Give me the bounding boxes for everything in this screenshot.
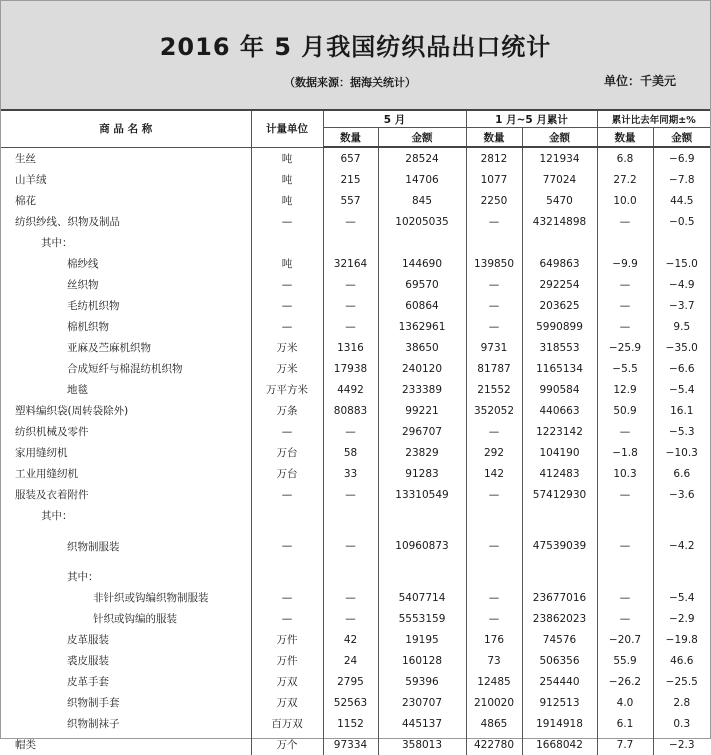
cell-may-amount: 5553159 (378, 608, 466, 629)
cell-unit: 万条 (251, 400, 323, 421)
cell-yoy-qty: — (597, 211, 653, 232)
cell-cum-qty: — (466, 484, 522, 505)
export-table (1, 111, 710, 755)
cell-cum-qty: 210020 (466, 692, 522, 713)
cell-may-amount: 1362961 (378, 316, 466, 337)
cell-cum-qty: 1077 (466, 169, 522, 190)
cell-name: 皮革服装 (67, 634, 109, 646)
cell-cum-qty: — (466, 526, 522, 566)
cell-yoy-amount: −5.4 (653, 379, 710, 400)
cell-unit: 吨 (251, 190, 323, 211)
cell-yoy-amount: 2.8 (653, 692, 710, 713)
cell-yoy-qty (597, 566, 653, 587)
cell-unit: 万台 (251, 463, 323, 484)
cell-may-qty: — (323, 211, 378, 232)
cell-yoy-qty (597, 232, 653, 253)
cell-may-amount: 160128 (378, 650, 466, 671)
cell-cum-amount (522, 566, 597, 587)
cell-name: 皮革手套 (67, 676, 109, 688)
table-row (1, 713, 710, 734)
cell-cum-qty: 81787 (466, 358, 522, 379)
cell-cum-amount: 77024 (522, 169, 597, 190)
cell-may-qty (323, 566, 378, 587)
cell-yoy-amount: 9.5 (653, 316, 710, 337)
table-row (1, 734, 710, 755)
cell-may-qty: — (323, 295, 378, 316)
table-row (1, 526, 710, 566)
cell-cum-amount: 5990899 (522, 316, 597, 337)
cell-unit: — (251, 608, 323, 629)
cell-may-amount: 358013 (378, 734, 466, 755)
cell-cum-amount: 121934 (522, 147, 597, 169)
cell-may-amount: 845 (378, 190, 466, 211)
cell-may-amount: 10960873 (378, 526, 466, 566)
cell-yoy-qty: −25.9 (597, 337, 653, 358)
cell-yoy-qty: −20.7 (597, 629, 653, 650)
col-header-yoy: 累计比去年同期±% (597, 111, 710, 128)
cell-name: 亚麻及苎麻机织物 (67, 342, 151, 354)
cell-yoy-amount: 46.6 (653, 650, 710, 671)
table-row (1, 211, 710, 232)
cell-yoy-qty: — (597, 295, 653, 316)
cell-may-qty: 17938 (323, 358, 378, 379)
col-header-cum-qty: 数量 (466, 128, 522, 148)
cell-cum-qty: 352052 (466, 400, 522, 421)
cell-cum-qty: — (466, 587, 522, 608)
cell-cum-amount: 412483 (522, 463, 597, 484)
cell-cum-amount: 506356 (522, 650, 597, 671)
cell-yoy-amount: −0.5 (653, 211, 710, 232)
table-row (1, 295, 710, 316)
cell-yoy-amount: −4.9 (653, 274, 710, 295)
table-row (1, 421, 710, 442)
cell-yoy-amount: −2.3 (653, 734, 710, 755)
cell-yoy-amount: −19.8 (653, 629, 710, 650)
cell-cum-qty: 142 (466, 463, 522, 484)
cell-name: 地毯 (67, 384, 88, 396)
cell-may-qty: — (323, 526, 378, 566)
cell-may-qty: 657 (323, 147, 378, 169)
table-row (1, 442, 710, 463)
header-band (1, 1, 710, 111)
cell-may-qty: 4492 (323, 379, 378, 400)
cell-yoy-amount: −3.7 (653, 295, 710, 316)
cell-may-qty: 24 (323, 650, 378, 671)
col-header-yoy-qty: 数量 (597, 128, 653, 148)
cell-name: 毛纺机织物 (67, 300, 120, 312)
cell-name: 生丝 (15, 152, 36, 165)
table-row (1, 379, 710, 400)
cell-may-amount: 230707 (378, 692, 466, 713)
cell-cum-amount: 1165134 (522, 358, 597, 379)
col-header-cum-amount: 金额 (522, 128, 597, 148)
cell-may-amount: 5407714 (378, 587, 466, 608)
cell-name: 织物制服装 (67, 540, 120, 553)
cell-yoy-qty: 10.0 (597, 190, 653, 211)
cell-unit: 万米 (251, 337, 323, 358)
cell-cum-qty: 73 (466, 650, 522, 671)
cell-name: 工业用缝纫机 (15, 468, 78, 480)
cell-may-amount: 69570 (378, 274, 466, 295)
cell-unit: — (251, 211, 323, 232)
cell-yoy-amount (653, 505, 710, 526)
cell-cum-amount: 440663 (522, 400, 597, 421)
cell-name: 裘皮服装 (67, 655, 109, 667)
cell-yoy-amount: −7.8 (653, 169, 710, 190)
cell-name: 其中： (67, 571, 99, 583)
cell-cum-qty: 422780 (466, 734, 522, 755)
cell-unit: 万双 (251, 671, 323, 692)
cell-cum-amount: 318553 (522, 337, 597, 358)
cell-name: 丝织物 (67, 279, 99, 291)
cell-may-amount: 59396 (378, 671, 466, 692)
cell-yoy-amount: 6.6 (653, 463, 710, 484)
cell-yoy-amount (653, 232, 710, 253)
cell-name: 棉机织物 (67, 321, 109, 333)
cell-name: 帽类 (15, 739, 36, 751)
cell-cum-amount: 254440 (522, 671, 597, 692)
page-title: 2016 年 5 月我国纺织品出口统计 (159, 33, 552, 61)
table-row (1, 190, 710, 211)
cell-cum-qty: — (466, 274, 522, 295)
cell-yoy-qty: 10.3 (597, 463, 653, 484)
cell-yoy-qty: −26.2 (597, 671, 653, 692)
cell-may-amount: 14706 (378, 169, 466, 190)
cell-yoy-qty: −1.8 (597, 442, 653, 463)
table-row (1, 566, 710, 587)
cell-unit (251, 566, 323, 587)
cell-unit: 吨 (251, 169, 323, 190)
table-row (1, 692, 710, 713)
cell-name: 纺织机械及零件 (15, 426, 89, 438)
cell-cum-amount: 1223142 (522, 421, 597, 442)
cell-name: 针织或钩编的服装 (93, 613, 177, 625)
cell-yoy-amount: −25.5 (653, 671, 710, 692)
cell-may-amount: 233389 (378, 379, 466, 400)
cell-yoy-qty: 27.2 (597, 169, 653, 190)
col-header-unit: 计量单位 (251, 111, 323, 147)
cell-yoy-amount: −10.3 (653, 442, 710, 463)
cell-may-qty: 1316 (323, 337, 378, 358)
col-header-jan-may: 1 月~5 月累计 (466, 111, 597, 128)
col-header-yoy-amount: 金额 (653, 128, 710, 148)
cell-may-amount: 23829 (378, 442, 466, 463)
cell-cum-amount: 23862023 (522, 608, 597, 629)
cell-unit: 吨 (251, 147, 323, 169)
table-row (1, 169, 710, 190)
cell-cum-qty: 2250 (466, 190, 522, 211)
cell-cum-qty: — (466, 295, 522, 316)
cell-cum-qty: 21552 (466, 379, 522, 400)
cell-cum-amount: 912513 (522, 692, 597, 713)
cell-cum-qty: — (466, 316, 522, 337)
cell-cum-amount: 1668042 (522, 734, 597, 755)
cell-cum-qty: — (466, 211, 522, 232)
cell-name: 织物制袜子 (67, 718, 120, 730)
table-row (1, 253, 710, 274)
cell-yoy-qty: 12.9 (597, 379, 653, 400)
cell-cum-amount: 203625 (522, 295, 597, 316)
cell-yoy-qty: — (597, 526, 653, 566)
cell-yoy-qty: — (597, 316, 653, 337)
cell-yoy-amount: −15.0 (653, 253, 710, 274)
cell-yoy-qty: 50.9 (597, 400, 653, 421)
cell-cum-qty: 12485 (466, 671, 522, 692)
cell-cum-qty (466, 232, 522, 253)
cell-may-amount: 28524 (378, 147, 466, 169)
unit-note: 单位：千美元 (603, 74, 676, 88)
cell-cum-amount: 57412930 (522, 484, 597, 505)
cell-name: 塑料编织袋(周转袋除外) (15, 405, 129, 417)
cell-may-amount (378, 505, 466, 526)
cell-cum-qty: — (466, 421, 522, 442)
table-row (1, 400, 710, 421)
cell-may-amount: 296707 (378, 421, 466, 442)
cell-yoy-qty: 55.9 (597, 650, 653, 671)
cell-may-qty: 33 (323, 463, 378, 484)
cell-unit: — (251, 295, 323, 316)
cell-unit: 百万双 (251, 713, 323, 734)
cell-unit: — (251, 316, 323, 337)
cell-may-qty: 1152 (323, 713, 378, 734)
cell-name: 织物制手套 (67, 697, 120, 709)
cell-may-qty: — (323, 274, 378, 295)
cell-yoy-qty: — (597, 484, 653, 505)
table-row (1, 484, 710, 505)
cell-yoy-amount: −6.6 (653, 358, 710, 379)
cell-yoy-amount: −6.9 (653, 147, 710, 169)
cell-yoy-amount: −3.6 (653, 484, 710, 505)
cell-may-qty: — (323, 587, 378, 608)
cell-yoy-qty: — (597, 608, 653, 629)
table-row (1, 629, 710, 650)
cell-cum-amount: 43214898 (522, 211, 597, 232)
cell-cum-amount: 23677016 (522, 587, 597, 608)
table-row (1, 650, 710, 671)
cell-may-qty: 52563 (323, 692, 378, 713)
cell-yoy-qty: 6.1 (597, 713, 653, 734)
cell-cum-qty: 292 (466, 442, 522, 463)
cell-unit: — (251, 484, 323, 505)
table-row (1, 463, 710, 484)
cell-cum-qty: 2812 (466, 147, 522, 169)
cell-yoy-qty: 4.0 (597, 692, 653, 713)
table-row (1, 274, 710, 295)
cell-may-qty: 215 (323, 169, 378, 190)
cell-yoy-amount: −5.4 (653, 587, 710, 608)
cell-yoy-amount: −5.3 (653, 421, 710, 442)
table-row (1, 147, 710, 169)
cell-unit: 万个 (251, 734, 323, 755)
cell-may-amount: 240120 (378, 358, 466, 379)
cell-unit: 万双 (251, 692, 323, 713)
cell-cum-qty (466, 566, 522, 587)
cell-cum-amount (522, 232, 597, 253)
cell-may-qty: 32164 (323, 253, 378, 274)
cell-name: 山羊绒 (15, 174, 47, 186)
cell-may-amount: 19195 (378, 629, 466, 650)
cell-cum-amount: 649863 (522, 253, 597, 274)
cell-unit: — (251, 274, 323, 295)
cell-cum-amount: 5470 (522, 190, 597, 211)
cell-may-qty: — (323, 316, 378, 337)
cell-may-amount (378, 566, 466, 587)
cell-unit: — (251, 526, 323, 566)
cell-name: 其中： (41, 510, 73, 522)
cell-may-qty: — (323, 421, 378, 442)
cell-unit: — (251, 587, 323, 608)
cell-cum-qty (466, 505, 522, 526)
table-row (1, 337, 710, 358)
table-body (1, 147, 710, 755)
cell-yoy-amount: 44.5 (653, 190, 710, 211)
cell-yoy-amount: −35.0 (653, 337, 710, 358)
cell-cum-amount: 990584 (522, 379, 597, 400)
cell-may-qty (323, 505, 378, 526)
cell-yoy-qty: — (597, 421, 653, 442)
table-row (1, 232, 710, 253)
cell-unit: 万台 (251, 442, 323, 463)
cell-may-amount (378, 232, 466, 253)
col-header-name: 商 品 名 称 (1, 111, 251, 147)
cell-unit: — (251, 421, 323, 442)
cell-cum-amount: 74576 (522, 629, 597, 650)
cell-yoy-qty: — (597, 587, 653, 608)
cell-yoy-qty: — (597, 274, 653, 295)
cell-name: 棉纱线 (67, 258, 99, 270)
cell-name: 纺织纱线、织物及制品 (15, 216, 120, 228)
cell-unit: 万件 (251, 650, 323, 671)
cell-may-qty: 80883 (323, 400, 378, 421)
cell-yoy-qty: 7.7 (597, 734, 653, 755)
cell-cum-qty: 9731 (466, 337, 522, 358)
cell-may-amount: 10205035 (378, 211, 466, 232)
cell-may-amount: 38650 (378, 337, 466, 358)
cell-cum-qty: — (466, 608, 522, 629)
cell-unit (251, 232, 323, 253)
cell-unit: 万米 (251, 358, 323, 379)
cell-may-amount: 144690 (378, 253, 466, 274)
cell-yoy-amount (653, 566, 710, 587)
cell-name: 其中： (41, 237, 73, 249)
cell-yoy-amount: −2.9 (653, 608, 710, 629)
cell-yoy-qty: −5.5 (597, 358, 653, 379)
table-row (1, 671, 710, 692)
cell-name: 棉花 (15, 195, 36, 207)
cell-may-amount: 13310549 (378, 484, 466, 505)
table-row (1, 316, 710, 337)
cell-yoy-amount: 16.1 (653, 400, 710, 421)
cell-name: 非针织或钩编织物制服装 (93, 592, 209, 604)
cell-unit: 万件 (251, 629, 323, 650)
table-row (1, 358, 710, 379)
col-header-may-qty: 数量 (323, 128, 378, 148)
table-row (1, 587, 710, 608)
cell-name: 合成短纤与棉混纺机织物 (67, 363, 183, 375)
col-header-may: 5 月 (323, 111, 466, 128)
cell-may-qty: 58 (323, 442, 378, 463)
cell-may-qty (323, 232, 378, 253)
cell-yoy-amount: 0.3 (653, 713, 710, 734)
cell-may-qty: 2795 (323, 671, 378, 692)
cell-may-qty: 557 (323, 190, 378, 211)
table-row (1, 505, 710, 526)
cell-yoy-qty: 6.8 (597, 147, 653, 169)
cell-cum-amount (522, 505, 597, 526)
cell-may-qty: — (323, 608, 378, 629)
cell-cum-qty: 139850 (466, 253, 522, 274)
cell-unit (251, 505, 323, 526)
cell-unit: 吨 (251, 253, 323, 274)
cell-name: 家用缝纫机 (15, 447, 68, 459)
cell-may-qty: 42 (323, 629, 378, 650)
cell-cum-qty: 4865 (466, 713, 522, 734)
cell-name: 服装及衣着附件 (15, 489, 89, 501)
cell-may-amount: 445137 (378, 713, 466, 734)
cell-cum-amount: 1914918 (522, 713, 597, 734)
cell-cum-amount: 47539039 (522, 526, 597, 566)
cell-yoy-qty: −9.9 (597, 253, 653, 274)
cell-cum-amount: 104190 (522, 442, 597, 463)
cell-yoy-amount: −4.2 (653, 526, 710, 566)
cell-cum-amount: 292254 (522, 274, 597, 295)
cell-yoy-qty (597, 505, 653, 526)
cell-may-amount: 99221 (378, 400, 466, 421)
cell-may-amount: 91283 (378, 463, 466, 484)
table-row (1, 608, 710, 629)
cell-cum-qty: 176 (466, 629, 522, 650)
cell-may-qty: — (323, 484, 378, 505)
col-header-may-amount: 金额 (378, 128, 466, 148)
cell-may-qty: 97334 (323, 734, 378, 755)
source-note: （数据来源：据海关统计） (284, 76, 416, 89)
cell-may-amount: 60864 (378, 295, 466, 316)
cell-unit: 万平方米 (251, 379, 323, 400)
